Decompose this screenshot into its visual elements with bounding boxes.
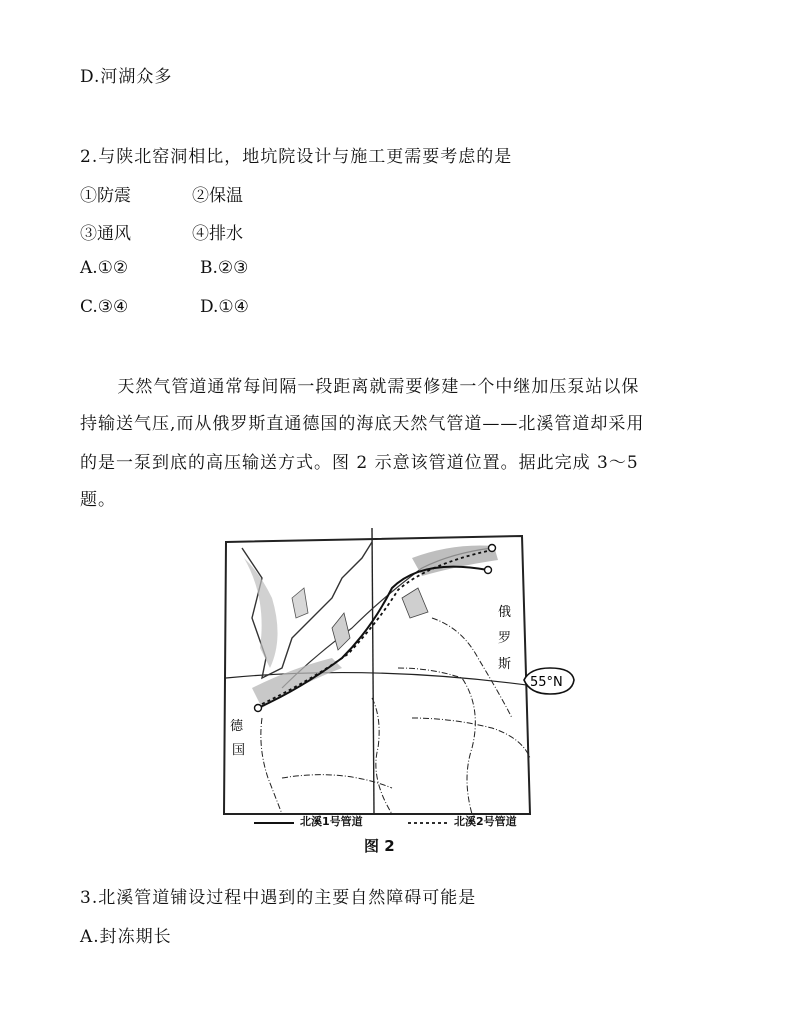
pipeline-endpoint-russia-1	[485, 567, 492, 574]
passage-line-4: 题。	[80, 490, 116, 510]
label-russia-3: 斯	[498, 657, 512, 672]
label-germany-1: 德	[230, 719, 244, 734]
q2-item-2: ②保温	[192, 186, 243, 206]
legend-dashed-line-icon	[408, 820, 448, 826]
legend-solid-line-icon	[254, 820, 294, 826]
q2-option-d: D.①④	[200, 297, 249, 317]
q1-option-d: D.河湖众多	[80, 67, 173, 87]
island-gotland	[332, 613, 350, 650]
pipeline-endpoint-germany	[255, 705, 262, 712]
passage-line-2: 持输送气压,而从俄罗斯直通德国的海底天然气管道——北溪管道却采用	[80, 414, 645, 434]
nord-stream-map	[222, 518, 534, 820]
lake-vanern	[292, 588, 308, 618]
q2-items-row-1	[80, 181, 243, 206]
q3-option-a: A.封冻期长	[80, 927, 172, 947]
q2-option-a: A.①②	[80, 258, 129, 278]
map-legend	[248, 812, 548, 834]
passage-line-1: 天然气管道通常每间隔一段距离就需要修建一个中继加压泵站以保	[117, 377, 640, 397]
latitude-label: 55°N	[530, 675, 563, 690]
q2-options-row-2	[80, 297, 249, 317]
latitude-bubble	[520, 664, 580, 698]
q2-options-row-1	[80, 258, 248, 278]
southern-coast-stipple	[252, 658, 342, 708]
q2-item-4: ④排水	[192, 224, 243, 244]
map-meridian	[372, 528, 374, 814]
q3-stem: 3.北溪管道铺设过程中遇到的主要自然障碍可能是	[80, 888, 477, 908]
border-poland-west	[372, 698, 392, 814]
border-east	[412, 718, 530, 758]
border-baltic-states	[398, 668, 475, 814]
border-poland-south	[282, 775, 392, 788]
sweden-stipple	[244, 558, 278, 668]
q2-item-1: ①防震	[80, 186, 131, 206]
label-russia-1: 俄	[498, 605, 512, 620]
figure-caption: 图 2	[364, 837, 395, 855]
legend-label-2: 北溪2号管道	[454, 815, 517, 828]
q2-option-c: C.③④	[80, 297, 129, 317]
q2-items-row-2	[80, 219, 243, 244]
island-2	[402, 588, 428, 618]
q2-option-b: B.②③	[200, 258, 249, 278]
border-germany	[261, 718, 282, 814]
q2-stem: 2.与陕北窑洞相比，地坑院设计与施工更需要考虑的是	[80, 147, 513, 167]
legend-label-1: 北溪1号管道	[300, 815, 363, 828]
q2-item-3: ③通风	[80, 224, 131, 244]
label-germany-2: 国	[232, 743, 246, 758]
label-russia-2: 罗	[498, 631, 512, 646]
passage-line-3: 的是一泵到底的高压输送方式。图 2 示意该管道位置。据此完成 3～5	[80, 453, 639, 473]
pipeline-endpoint-russia-2	[489, 545, 496, 552]
